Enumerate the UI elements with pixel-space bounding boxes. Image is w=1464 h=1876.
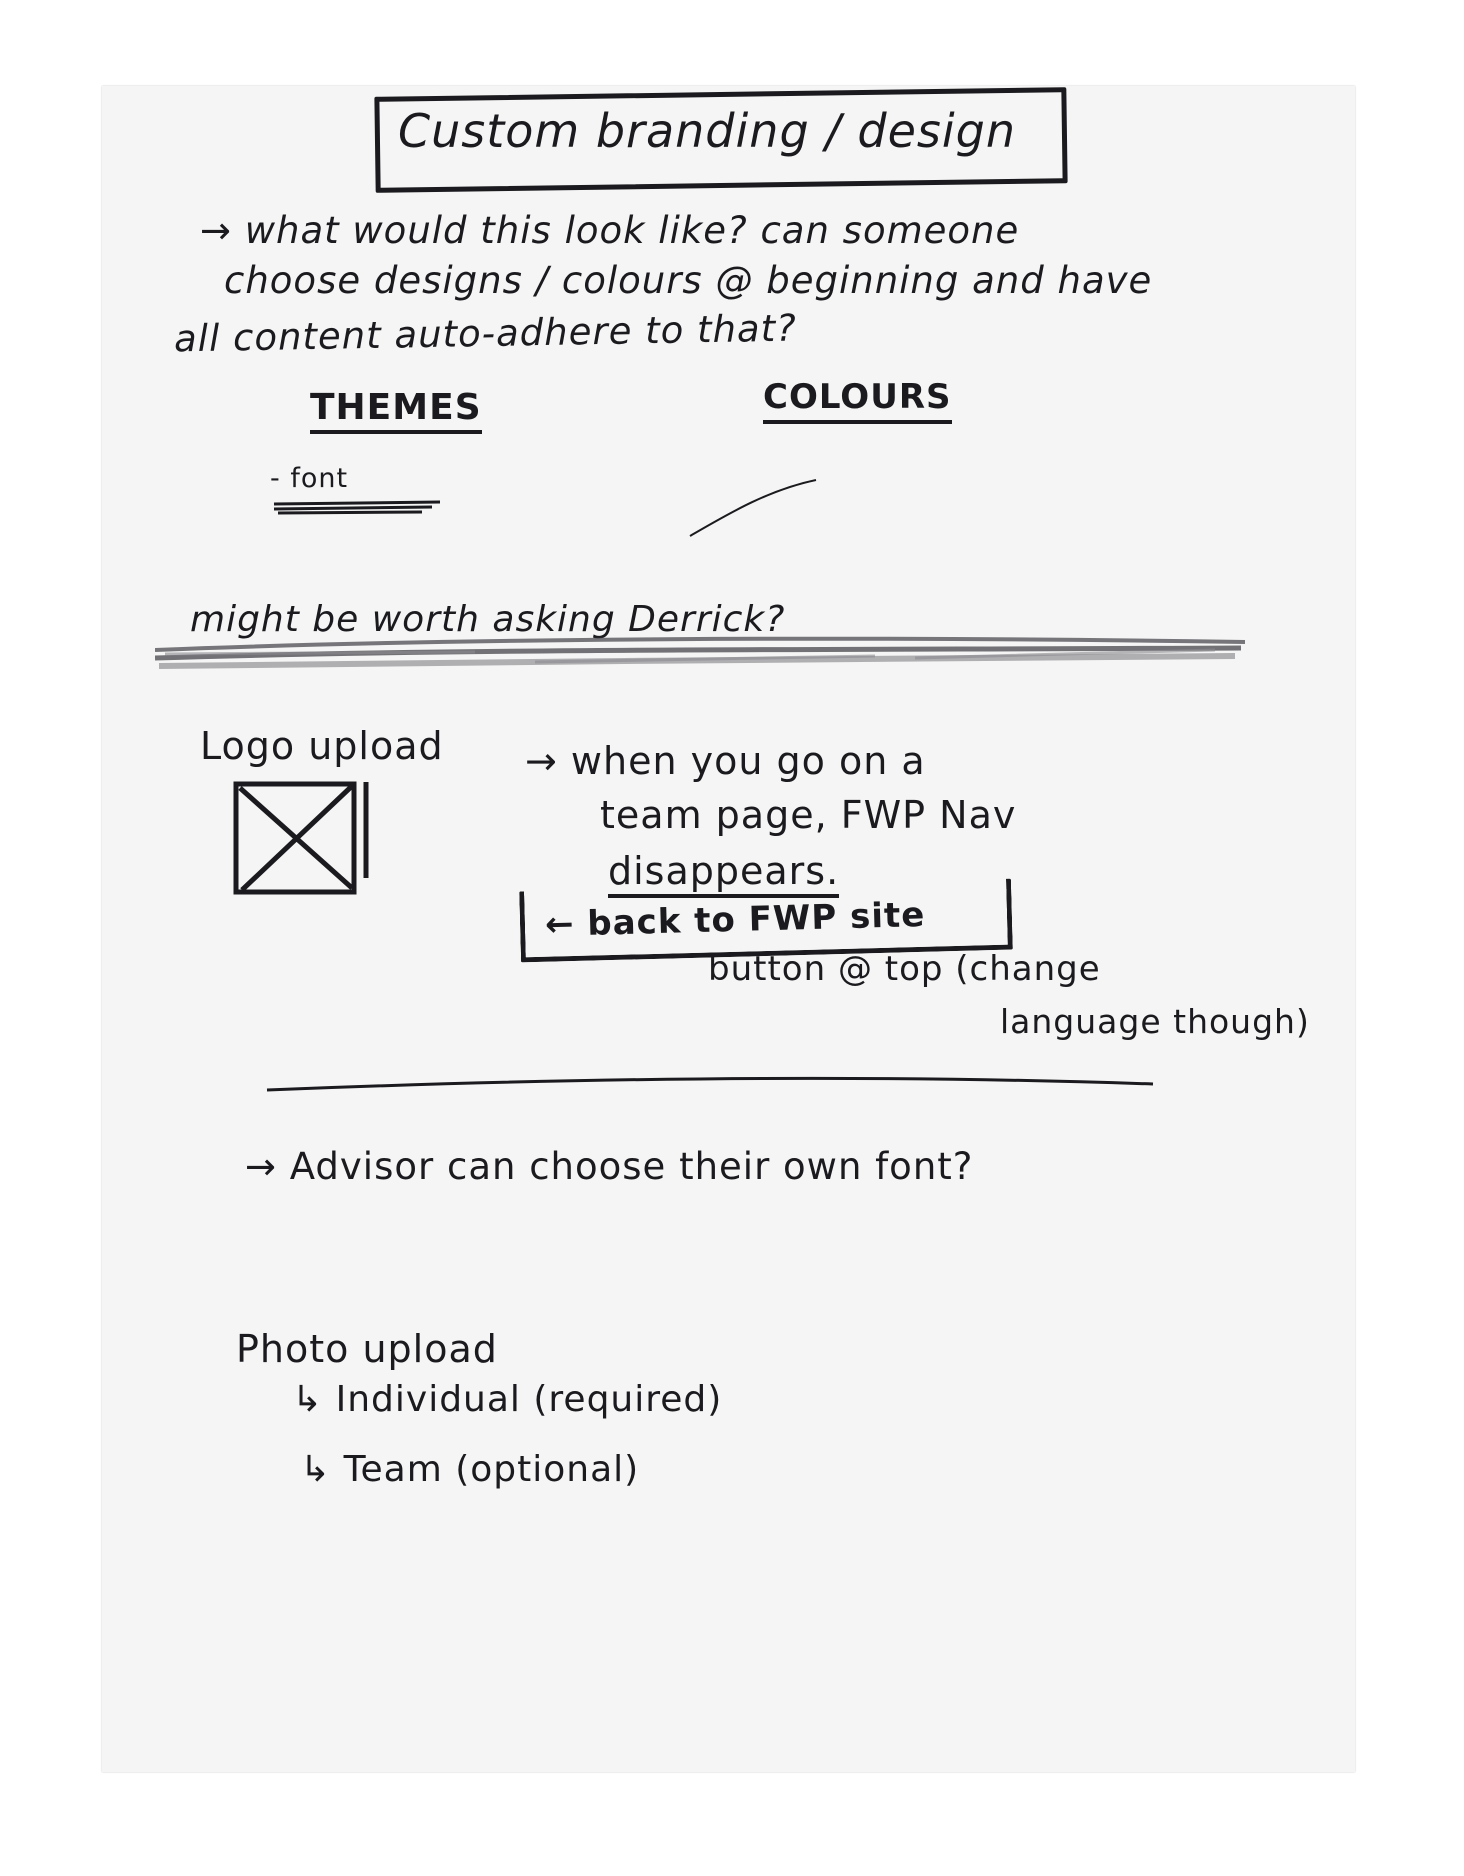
question-line-2: choose designs / colours @ beginning and have [224, 259, 1153, 302]
button-position-note: button @ top (change [708, 949, 1101, 989]
themes-heading: THEMES [310, 390, 482, 434]
question-line-3: all content auto-adhere to that? [173, 306, 798, 361]
page-title: Custom branding / design [398, 104, 1016, 158]
team-page-note-line-1: → when you go on a [525, 739, 926, 783]
team-page-note-line-2: team page, FWP Nav [600, 793, 1017, 837]
back-to-site-button-label: ← back to FWP site [544, 895, 926, 945]
advisor-font-note: → Advisor can choose their own font? [245, 1145, 974, 1188]
ask-derrick-note: might be worth asking Derrick? [190, 599, 786, 640]
question-line-1: → what would this look like? can someone [200, 209, 1020, 252]
colours-heading: COLOURS [763, 380, 952, 424]
colours-pen-stroke [688, 478, 818, 538]
photo-upload-label: Photo upload [236, 1327, 498, 1371]
themes-font-item: - font [270, 463, 349, 494]
section-divider [265, 1072, 1155, 1094]
photo-upload-individual: ↳ Individual (required) [292, 1379, 723, 1420]
photo-upload-team: ↳ Team (optional) [300, 1449, 640, 1490]
section-divider-shaded [155, 628, 1245, 676]
crossed-out-scribble [272, 500, 442, 516]
image-placeholder-icon [232, 778, 372, 898]
logo-upload-label: Logo upload [200, 724, 444, 768]
button-language-note: language though) [1000, 1002, 1310, 1041]
team-page-note-line-3: disappears. [608, 852, 839, 898]
